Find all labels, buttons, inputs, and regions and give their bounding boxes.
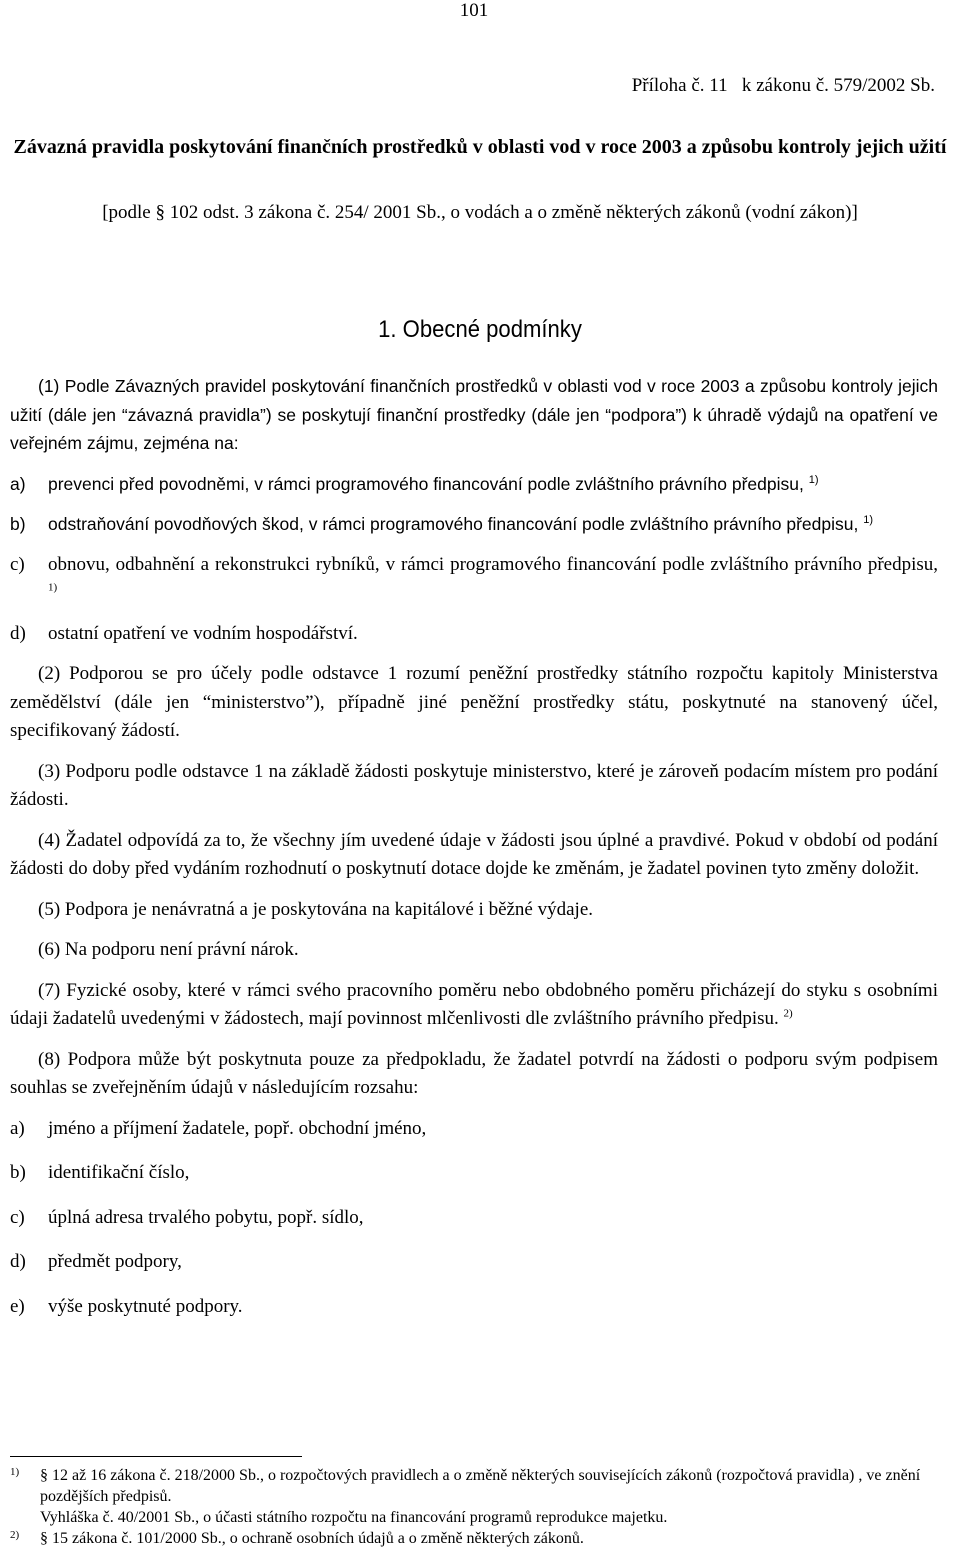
list-item-label: a)	[10, 1117, 25, 1139]
footnote-ref: 1)	[808, 473, 819, 486]
list-item-text: jméno a příjmení žadatele, popř. obchodní jméno,	[48, 1117, 427, 1139]
list-item	[10, 1248, 938, 1277]
document-title: Závazná pravidla poskytování finančních prostředků v oblasti vod v roce 2003 a způsobu kontroly jejich užití	[13, 136, 947, 158]
list-item-text: identifikační číslo,	[48, 1162, 190, 1183]
list-item-label: c)	[10, 1206, 25, 1228]
list-item	[10, 1115, 938, 1144]
list-item-text: odstraňování povodňových škod, v rámci programového financování podle zvláštního právního předpisu,	[48, 514, 859, 534]
list-item	[10, 620, 938, 649]
paragraph-5: (5) Podpora je nenávratná a je poskytována na kapitálové i běžné výdaje.	[38, 898, 594, 920]
footnote-text: Vyhláška č. 40/2001 Sb., o účasti státního rozpočtu na financování programů reprodukce majetku.	[40, 1509, 668, 1526]
list-item	[10, 1204, 938, 1233]
paragraph-1: (1) Podle Závazných pravidel poskytování finančních prostředků v oblasti vod v roce 2003 a způsobu kontroly jejich užití (dále jen “závazná pravidla”) se poskytují finanční prostředky (dále jen “podpora”) k úhradě výdajů na opatření ve veřejném zájmu, zejména na:	[10, 376, 938, 453]
list-item-text: předmět podpory,	[48, 1251, 182, 1272]
list-item-text: obnovu, odbahnění a rekonstrukci rybníků, v rámci programového financování podle zvláštního právního předpisu,	[48, 553, 938, 575]
list-item	[10, 1159, 938, 1188]
footnote-ref: 1)	[863, 514, 873, 527]
footnote-mark: 1)	[10, 1466, 20, 1478]
paragraph-7	[10, 977, 938, 1034]
footnote-text: § 12 až 16 zákona č. 218/2000 Sb., o rozpočtových pravidlech a o změně některých souvisejících zákonů (rozpočtová pravidla) , ve znění pozdějších předpisů.	[40, 1467, 921, 1505]
footnote-divider	[10, 1456, 302, 1457]
paragraph-4: (4) Žadatel odpovídá za to, že všechny jím uvedené údaje v žádosti jsou úplné a pravdivé. Pokud v období od podání žádosti do doby před vydáním rozhodnutí o poskytnutí dotace dojde ke změnám, je žadatel povinen tyto změny doložit.	[10, 829, 938, 879]
footnote-text: § 15 zákona č. 101/2000 Sb., o ochraně osobních údajů a o změně některých zákonů.	[40, 1530, 584, 1547]
footnotes	[10, 1465, 950, 1549]
list-item	[10, 1293, 938, 1322]
list-item-label: d)	[10, 622, 26, 644]
list-item	[10, 510, 938, 539]
footnote	[10, 1528, 950, 1549]
paragraph-7-text: (7) Fyzické osoby, které v rámci svého pracovního poměru nebo obdobného poměru přicházejí do styku s osobními údaji žadatelů uvedenými v žádostech, mají povinnost mlčenlivosti dle zvláštního právního předpisu.	[10, 979, 938, 1029]
page-number: 101	[459, 0, 489, 21]
list-item-label: a)	[10, 473, 26, 494]
footnote-ref: 1)	[48, 581, 58, 594]
document-body	[10, 372, 938, 1333]
list-item-label: e)	[10, 1295, 25, 1317]
legal-basis: [podle § 102 odst. 3 zákona č. 254/ 2001 Sb., o vodách a o změně některých zákonů (vodní zákon)]	[102, 202, 858, 223]
footnote-ref: 2)	[783, 1007, 793, 1020]
list-item-label: c)	[10, 553, 25, 575]
list-item-text: úplná adresa trvalého pobytu, popř. sídlo,	[48, 1206, 364, 1228]
list-item-text: prevenci před povodněmi, v rámci programového financování podle zvláštního právního předpisu,	[48, 473, 804, 494]
list-item-label: d)	[10, 1251, 26, 1272]
paragraph-3: (3) Podporu podle odstavce 1 na základě žádosti poskytuje ministerstvo, které je zároveň podacím místem pro podání žádosti.	[10, 760, 938, 810]
list-item-text: výše poskytnuté podpory.	[48, 1295, 243, 1317]
footnote	[10, 1465, 950, 1528]
paragraph-8: (8) Podpora může být poskytnuta pouze za předpokladu, že žadatel potvrdí na žádosti o podporu svým podpisem souhlas se zveřejněním údajů v následujícím rozsahu:	[10, 1048, 938, 1098]
section-heading: 1. Obecné podmínky	[378, 316, 582, 343]
footnote-mark: 2)	[10, 1529, 20, 1541]
list-item	[10, 470, 938, 499]
list-item-text: ostatní opatření ve vodním hospodářství.	[48, 622, 358, 644]
list-item-label: b)	[10, 514, 26, 534]
paragraph-2: (2) Podporou se pro účely podle odstavce 1 rozumí peněžní prostředky státního rozpočtu kapitoly Ministerstva zemědělství (dále jen “ministerstvo”), případně jiné peněžní prostředky státu, poskytnuté na stanovený účel, specifikovaný žádostí.	[10, 663, 938, 741]
annex-reference: Příloha č. 11 k zákonu č. 579/2002 Sb.	[631, 75, 935, 96]
paragraph-6: (6) Na podporu není právní nárok.	[38, 939, 299, 960]
list-item-label: b)	[10, 1162, 26, 1183]
list-item	[10, 551, 938, 608]
